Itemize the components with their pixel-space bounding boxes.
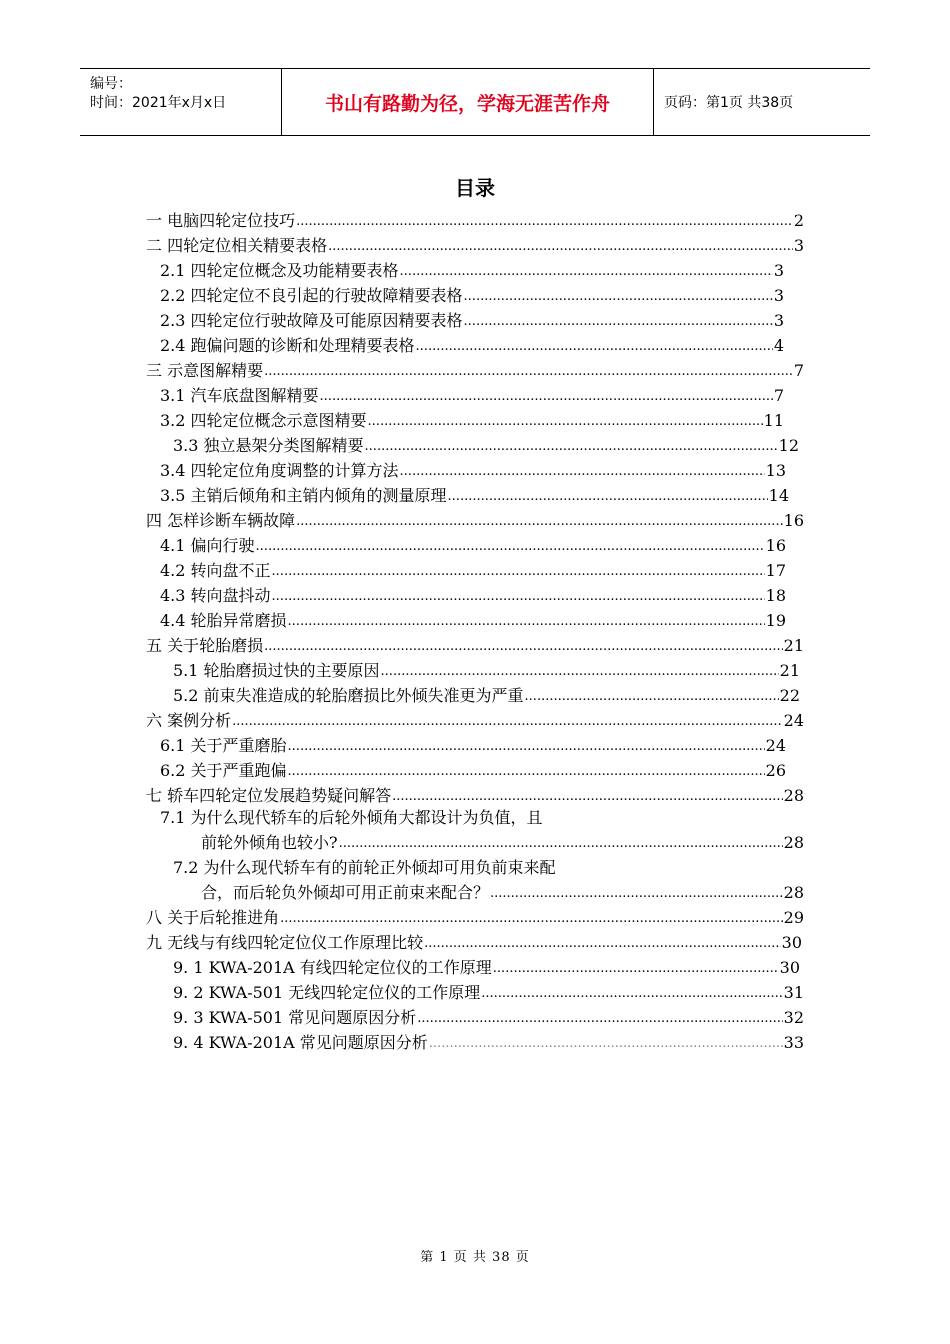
toc-entry-page: 28 <box>783 883 804 902</box>
toc-entry-page: 19 <box>765 611 786 630</box>
toc-entry-text: 3.2 四轮定位概念示意图精要 <box>160 411 367 430</box>
toc-entry-page: 16 <box>765 536 786 555</box>
toc-entry-text: 3.4 四轮定位角度调整的计算方法 <box>160 461 399 480</box>
toc-entry-page: 17 <box>765 561 786 580</box>
toc-entry-text: 2.3 四轮定位行驶故障及可能原因精要表格 <box>160 311 463 330</box>
toc-entry[interactable] <box>173 957 800 979</box>
toc-entry-page: 16 <box>783 511 804 530</box>
toc-entry-page: 7 <box>773 386 784 405</box>
toc-entry-page: 21 <box>779 661 800 680</box>
page-header <box>80 68 870 136</box>
toc-entry[interactable] <box>146 210 804 232</box>
toc-title: 目录 <box>455 176 495 200</box>
toc-entry[interactable] <box>160 310 784 332</box>
toc-entry-text: 四 怎样诊断车辆故障 <box>146 511 296 530</box>
toc-entry[interactable] <box>146 510 804 532</box>
toc-entry-page: 3 <box>773 311 784 330</box>
toc-entry[interactable] <box>173 435 799 457</box>
toc-entry-text: 5.1 轮胎磨损过快的主要原因 <box>173 661 380 680</box>
toc-entry[interactable] <box>146 360 804 382</box>
toc-entry-page: 28 <box>783 833 804 852</box>
toc-entry[interactable] <box>160 260 784 282</box>
toc-entry-text: 4.4 轮胎异常磨损 <box>160 611 287 630</box>
toc-entry-page: 18 <box>765 586 786 605</box>
toc-entry[interactable] <box>201 832 804 854</box>
toc-entry[interactable] <box>160 460 786 482</box>
header-motto: 书山有路勤为径，学海无涯苦作舟 <box>282 69 654 135</box>
toc-entry[interactable] <box>201 882 804 904</box>
toc-entry-page: 3 <box>793 236 804 255</box>
toc-entry-text: 4.1 偏向行驶 <box>160 536 255 555</box>
toc-entry-text: 前轮外倾角也较小? <box>201 833 338 852</box>
toc-entry-text: 6.1 关于严重磨胎 <box>160 736 287 755</box>
toc-entry-page: 3 <box>773 261 784 280</box>
toc-entry[interactable] <box>173 1032 804 1054</box>
toc-entry[interactable] <box>160 735 786 757</box>
toc-entry[interactable] <box>173 685 800 707</box>
header-page-info: 页码：第1页 共38页 <box>664 95 794 111</box>
toc-entry[interactable] <box>146 635 804 657</box>
toc-entry-text: 6.2 关于严重跑偏 <box>160 761 287 780</box>
toc-entry-text: 3.5 主销后倾角和主销内倾角的测量原理 <box>160 486 447 505</box>
toc-entry-text: 五 关于轮胎磨损 <box>146 636 264 655</box>
toc-entry[interactable] <box>160 535 786 557</box>
toc-entry-page: 3 <box>773 286 784 305</box>
toc-entry-page: 31 <box>783 983 804 1002</box>
toc-entry-page: 26 <box>765 761 786 780</box>
toc-entry-text: 2.4 跑偏问题的诊断和处理精要表格 <box>160 336 415 355</box>
toc-entry-page: 12 <box>778 436 799 455</box>
toc-entry[interactable] <box>146 710 804 732</box>
toc-entry-text: 九 无线与有线四轮定位仪工作原理比较 <box>146 933 424 952</box>
toc-entry[interactable] <box>146 785 804 807</box>
toc-entry-text: 八 关于后轮推进角 <box>146 908 280 927</box>
toc-entry-page: 13 <box>765 461 786 480</box>
toc-entry-page: 24 <box>765 736 786 755</box>
toc-entry-page: 4 <box>773 336 784 355</box>
toc-entry[interactable] <box>173 1007 804 1029</box>
toc-entry-text: 5.2 前束失准造成的轮胎磨损比外倾失准更为严重 <box>173 686 524 705</box>
toc-entry-text: 七 轿车四轮定位发展趋势疑问解答 <box>146 786 392 805</box>
toc-entry-first-line[interactable]: 7.1 为什么现代轿车的后轮外倾角大都设计为负值，且 <box>160 808 543 827</box>
page-footer: 第 1 页 共 38 页 <box>420 1250 530 1265</box>
toc-entry[interactable] <box>160 760 786 782</box>
toc-entry-page: 2 <box>793 211 804 230</box>
toc-entry-text: 9. 4 KWA-201A 常见问题原因分析 <box>173 1033 428 1052</box>
toc-entry-page: 14 <box>768 486 789 505</box>
header-meta <box>80 69 282 135</box>
toc-entry-text: 六 案例分析 <box>146 711 232 730</box>
toc-entry-text: 二 四轮定位相关精要表格 <box>146 236 328 255</box>
header-number: 编号： <box>90 76 132 92</box>
toc-entry-text: 2.1 四轮定位概念及功能精要表格 <box>160 261 399 280</box>
toc-entry[interactable] <box>160 385 784 407</box>
toc-entry[interactable] <box>173 660 800 682</box>
toc-entry[interactable] <box>160 560 786 582</box>
toc-entry[interactable] <box>160 285 784 307</box>
toc-entry-text: 4.2 转向盘不正 <box>160 561 271 580</box>
toc-entry-text: 9. 2 KWA-501 无线四轮定位仪的工作原理 <box>173 983 481 1002</box>
toc-entry[interactable] <box>146 907 804 929</box>
toc-entry-text: 9. 3 KWA-501 常见问题原因分析 <box>173 1008 417 1027</box>
toc-entry[interactable] <box>160 585 786 607</box>
toc-entry[interactable] <box>173 982 804 1004</box>
toc-entry-text: 一 电脑四轮定位技巧 <box>146 211 296 230</box>
toc-entry-text: 三 示意图解精要 <box>146 361 264 380</box>
toc-entry-page: 21 <box>783 636 804 655</box>
toc-entry-page: 30 <box>781 933 802 952</box>
toc-entry[interactable] <box>146 932 802 954</box>
toc-entry[interactable] <box>160 485 789 507</box>
toc-entry-text: 2.2 四轮定位不良引起的行驶故障精要表格 <box>160 286 463 305</box>
toc-entry-first-line[interactable]: 7.2 为什么现代轿车有的前轮正外倾却可用负前束来配 <box>173 858 556 877</box>
toc-entry-text: 合，而后轮负外倾却可用正前束来配合？ <box>201 883 490 902</box>
toc-entry[interactable] <box>146 235 804 257</box>
toc-entry-page: 11 <box>763 411 784 430</box>
toc-entry-page: 32 <box>783 1008 804 1027</box>
toc-entry-text: 3.1 汽车底盘图解精要 <box>160 386 319 405</box>
toc-entry[interactable] <box>160 335 784 357</box>
toc-entry[interactable] <box>160 610 786 632</box>
toc-entry[interactable] <box>160 410 784 432</box>
header-time: 时间：2021年x月x日 <box>90 95 227 111</box>
toc-entry-text: 3.3 独立悬架分类图解精要 <box>173 436 364 455</box>
toc-entry-page: 30 <box>779 958 800 977</box>
toc-entry-page: 28 <box>783 786 804 805</box>
toc-entry-text: 9. 1 KWA-201A 有线四轮定位仪的工作原理 <box>173 958 492 977</box>
toc-entry-text: 4.3 转向盘抖动 <box>160 586 271 605</box>
toc-entry-page: 29 <box>783 908 804 927</box>
toc-entry-page: 33 <box>783 1033 804 1052</box>
toc-entry-page: 24 <box>783 711 804 730</box>
toc-entry-page: 22 <box>779 686 800 705</box>
toc-entry-page: 7 <box>793 361 804 380</box>
